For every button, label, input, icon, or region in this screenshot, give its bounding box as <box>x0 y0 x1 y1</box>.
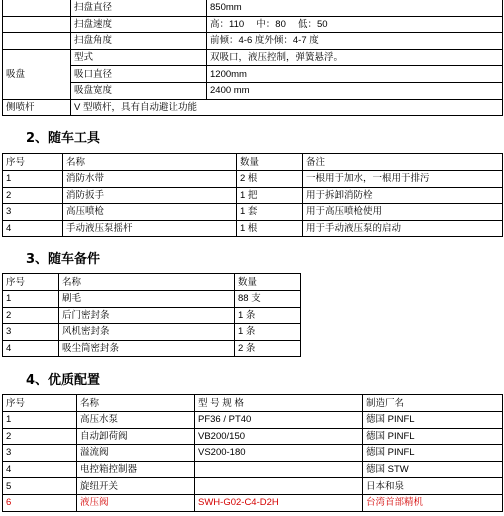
spec-label: 吸口直径 <box>71 66 207 83</box>
cell: 2 条 <box>235 340 301 357</box>
table-row <box>3 478 503 495</box>
side-value: V 型喷杆，具有自动避让功能 <box>71 99 503 116</box>
cell: VB200/150 <box>195 428 363 445</box>
cell: 4 <box>3 461 77 478</box>
tools-table <box>2 153 503 237</box>
spec-value: 850mm <box>207 0 503 16</box>
cell: 德国 PINFL <box>363 412 503 429</box>
column-header: 序号 <box>3 274 59 291</box>
cell: 4 <box>3 220 63 237</box>
column-header: 备注 <box>303 154 503 171</box>
cell: 3 <box>3 204 63 221</box>
cell: 5 <box>3 478 77 495</box>
column-header: 数量 <box>237 154 303 171</box>
cell: 吸尘筒密封条 <box>59 340 235 357</box>
cell: 1 把 <box>237 187 303 204</box>
cell: 手动液压泵摇杆 <box>63 220 237 237</box>
table-row <box>3 220 503 237</box>
table-row <box>3 340 301 357</box>
cell: 高压水泵 <box>77 412 195 429</box>
column-header: 序号 <box>3 395 77 412</box>
cell: 1 <box>3 291 59 308</box>
table-row <box>3 99 503 116</box>
table-row <box>3 187 503 204</box>
table-row <box>3 49 503 66</box>
cell: 88 支 <box>235 291 301 308</box>
cell: 后门密封条 <box>59 307 235 324</box>
cell: 用于手动液压泵的启动 <box>303 220 503 237</box>
table-row <box>3 445 503 462</box>
spec-label: 扫盘速度 <box>71 16 207 33</box>
spec-value: 前倾：4-6 度外倾：4-7 度 <box>207 33 503 50</box>
spec-value: 1200mm <box>207 66 503 83</box>
spec-value: 2400 mm <box>207 82 503 99</box>
cell: 旋纽开关 <box>77 478 195 495</box>
spare-parts-table <box>2 273 301 357</box>
cell: 6 <box>3 494 77 511</box>
section-title: 2、随车工具 <box>26 131 101 146</box>
table-row <box>3 307 301 324</box>
cell: 1 <box>3 412 77 429</box>
spec-label: 型式 <box>71 49 207 66</box>
table-row <box>3 461 503 478</box>
cell: 2 根 <box>237 171 303 188</box>
cell: 刷毛 <box>59 291 235 308</box>
table-row <box>3 33 503 50</box>
table-row <box>3 0 503 16</box>
column-header: 数量 <box>235 274 301 291</box>
cell: 1 套 <box>237 204 303 221</box>
cell: 用于高压喷枪使用 <box>303 204 503 221</box>
cell: 消防水带 <box>63 171 237 188</box>
cell: VS200-180 <box>195 445 363 462</box>
column-header: 名称 <box>63 154 237 171</box>
cell: 电控箱控制器 <box>77 461 195 478</box>
cell <box>195 478 363 495</box>
premium-config-table <box>2 394 503 512</box>
table-header-row <box>3 395 503 412</box>
cell: 台湾首部精机 <box>363 494 503 511</box>
table-row <box>3 204 503 221</box>
column-header: 制造厂名 <box>363 395 503 412</box>
cell: 1 <box>3 171 63 188</box>
table-row <box>3 171 503 188</box>
spec-label: 吸盘宽度 <box>71 82 207 99</box>
cell: 自动卸荷阀 <box>77 428 195 445</box>
cell: 日本和泉 <box>363 478 503 495</box>
cell: 1 条 <box>235 307 301 324</box>
cell: 德国 PINFL <box>363 445 503 462</box>
table-row <box>3 66 503 83</box>
cell: 2 <box>3 428 77 445</box>
column-header: 名称 <box>77 395 195 412</box>
table-row <box>3 428 503 445</box>
cell: 2 <box>3 307 59 324</box>
side-label: 侧喷杆 <box>3 99 71 116</box>
group-label: 吸盘 <box>3 49 71 99</box>
cell: 德国 PINFL <box>363 428 503 445</box>
column-header: 名称 <box>59 274 235 291</box>
cell: 3 <box>3 324 59 341</box>
table-row-highlighted <box>3 494 503 511</box>
cell: 1 条 <box>235 324 301 341</box>
spec-value: 高：110 中：80 低：50 <box>207 16 503 33</box>
cell: PF36 / PT40 <box>195 412 363 429</box>
table-header-row <box>3 154 503 171</box>
spec-label: 扫盘直径 <box>71 0 207 16</box>
cell: 一根用于加水，一根用于排污 <box>303 171 503 188</box>
cell: 4 <box>3 340 59 357</box>
table-row <box>3 324 301 341</box>
cell: 德国 STW <box>363 461 503 478</box>
table-row <box>3 82 503 99</box>
section-title: 3、随车备件 <box>26 252 101 267</box>
spec-table <box>2 0 503 116</box>
column-header: 序号 <box>3 154 63 171</box>
table-row <box>3 16 503 33</box>
spec-value: 双吸口，液压控制，弹簧悬浮。 <box>207 49 503 66</box>
cell: 1 根 <box>237 220 303 237</box>
cell: 液压阀 <box>77 494 195 511</box>
cell: 用于拆卸消防栓 <box>303 187 503 204</box>
cell: 2 <box>3 187 63 204</box>
cell: 消防扳手 <box>63 187 237 204</box>
cell <box>195 461 363 478</box>
table-row <box>3 412 503 429</box>
cell: SWH-G02-C4-D2H <box>195 494 363 511</box>
cell: 溢流阀 <box>77 445 195 462</box>
cell: 3 <box>3 445 77 462</box>
cell: 高压喷枪 <box>63 204 237 221</box>
column-header: 型 号 规 格 <box>195 395 363 412</box>
cell: 风机密封条 <box>59 324 235 341</box>
table-row <box>3 291 301 308</box>
section-title: 4、优质配置 <box>26 373 101 388</box>
spec-label: 扫盘角度 <box>71 33 207 50</box>
table-header-row <box>3 274 301 291</box>
